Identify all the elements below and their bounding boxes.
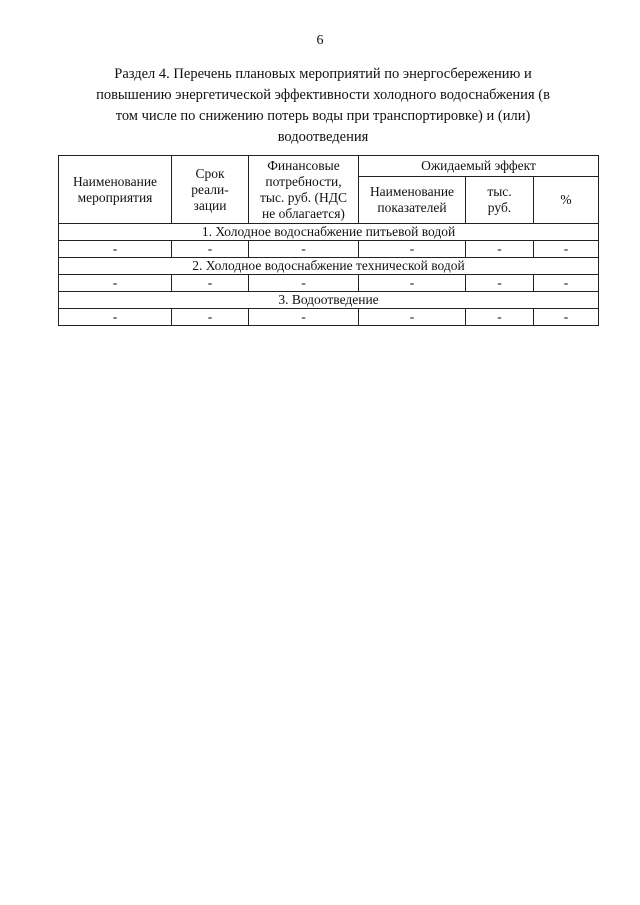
table-cell: - bbox=[359, 309, 466, 326]
header-indicators bbox=[359, 177, 466, 224]
header-line: потребности, bbox=[265, 173, 342, 189]
header-line: тыс. руб. (НДС bbox=[260, 189, 347, 205]
header-line: Срок bbox=[195, 165, 225, 181]
header-line: Наименование bbox=[369, 184, 455, 199]
table-cell: - bbox=[359, 241, 466, 258]
header-thousand-rub bbox=[466, 177, 534, 224]
header-line: реали- bbox=[191, 181, 229, 197]
section-heading: 2. Холодное водоснабжение технической водой bbox=[59, 258, 599, 275]
table-cell: - bbox=[172, 275, 249, 292]
table-row bbox=[59, 241, 599, 258]
header-line: не облагается) bbox=[262, 205, 345, 221]
header-term bbox=[172, 156, 249, 224]
table-cell: - bbox=[249, 309, 359, 326]
header-line: показателей bbox=[377, 200, 447, 215]
table-cell: - bbox=[466, 241, 534, 258]
table-cell: - bbox=[534, 275, 599, 292]
table-cell: - bbox=[534, 309, 599, 326]
section-title bbox=[84, 64, 562, 148]
section-heading: 1. Холодное водоснабжение питьевой водой bbox=[59, 224, 599, 241]
header-line: зации bbox=[193, 197, 227, 213]
header-line: мероприятия bbox=[77, 189, 153, 205]
table-row bbox=[59, 275, 599, 292]
table-cell: - bbox=[59, 309, 172, 326]
header-line: Наименование bbox=[72, 173, 158, 189]
page-number: 6 bbox=[316, 33, 324, 48]
section-title-line: повышению энергетической эффективности холодного водоснабжения (в bbox=[96, 87, 550, 103]
table-cell: - bbox=[466, 275, 534, 292]
header-percent: % bbox=[534, 177, 599, 224]
table-cell: - bbox=[466, 309, 534, 326]
header-line: тыс. bbox=[487, 184, 512, 199]
header-expected-effect: Ожидаемый эффект bbox=[359, 156, 599, 177]
header-line: Финансовые bbox=[267, 157, 340, 173]
table-cell: - bbox=[359, 275, 466, 292]
section-title-line: том числе по снижению потерь воды при транспортировке) и (или) bbox=[115, 108, 531, 124]
section-heading: 3. Водоотведение bbox=[59, 292, 599, 309]
table-row bbox=[59, 309, 599, 326]
table-cell: - bbox=[249, 275, 359, 292]
header-line: руб. bbox=[487, 200, 512, 215]
header-measure-name bbox=[59, 156, 172, 224]
section-title-line: водоотведения bbox=[277, 129, 369, 145]
table-cell: - bbox=[172, 309, 249, 326]
table-cell: - bbox=[534, 241, 599, 258]
table-cell: - bbox=[172, 241, 249, 258]
measures-table bbox=[58, 155, 599, 326]
table-cell: - bbox=[249, 241, 359, 258]
section-title-line: Раздел 4. Перечень плановых мероприятий по энергосбережению и bbox=[114, 66, 532, 82]
table-cell: - bbox=[59, 275, 172, 292]
header-finance bbox=[249, 156, 359, 224]
table-cell: - bbox=[59, 241, 172, 258]
